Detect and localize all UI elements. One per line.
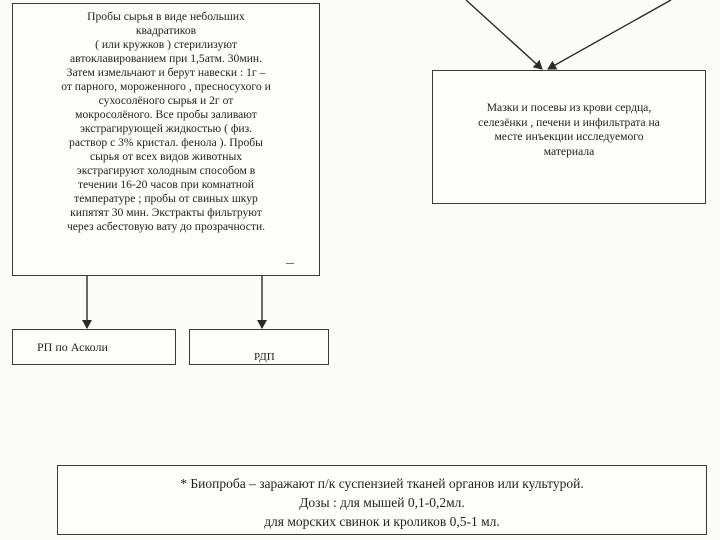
main-box-line: от парного, мороженного , пресносухого и xyxy=(61,80,271,93)
main-box-line: сухосолёного сырья и 2г от xyxy=(98,94,234,107)
main-box-line: ( или кружков ) стерилизуют xyxy=(95,38,237,51)
bioassay-line: для морских свинок и кроликов 0,5-1 мл. xyxy=(264,514,500,529)
smears-cultures-box xyxy=(432,70,706,204)
right-box-line: селезёнки , печени и инфильтрата на xyxy=(478,115,660,129)
main-box-line: квадратиков xyxy=(135,24,197,37)
sample-preparation-box xyxy=(12,3,320,276)
main-box-line: Пробы сырья в виде небольших xyxy=(87,10,245,23)
main-box-line: температуре ; пробы от свиных шкур xyxy=(74,192,258,205)
main-box-line: экстрагируют холодным способом в xyxy=(76,164,256,177)
main-box-line: раствор с 3% кристал. фенола ). Пробы xyxy=(69,136,263,149)
main-box-line: через асбестовую вату до прозрачности. xyxy=(66,220,266,233)
rp-ascoli-label: РП по Асколи xyxy=(37,340,108,354)
right-box-line: Мазки и посевы из крови сердца, xyxy=(486,101,652,114)
main-box-line: Затем измельчают и берут навески : 1г – xyxy=(66,66,266,79)
main-box-line: течении 16-20 часов при комнатной xyxy=(77,178,255,191)
main-box-line: кипятят 30 мин. Экстракты фильтруют xyxy=(70,206,262,219)
bioassay-line: * Биопроба – заражают п/к суспензией тканей органов или культурой. xyxy=(180,476,584,491)
arrow-top-right-diagonal xyxy=(548,0,671,69)
bioassay-box xyxy=(57,465,707,535)
rdp-box xyxy=(189,329,329,365)
main-box-line: автоклавированием при 1,5атм. 30мин. xyxy=(69,52,262,65)
scan-mark xyxy=(286,263,294,264)
right-box-line: месте инъекции исследуемого xyxy=(494,130,644,143)
arrow-top-left-diagonal xyxy=(466,0,542,69)
rp-ascoli-box xyxy=(12,329,176,365)
rdp-label: РДП xyxy=(254,351,275,363)
main-box-line: экстрагирующей жидкостью ( физ. xyxy=(79,122,253,135)
right-box-line: материала xyxy=(543,144,595,158)
main-box-line: мокросолёного. Все пробы заливают xyxy=(75,108,257,121)
main-box-line: сырья от всех видов животных xyxy=(89,150,243,163)
bioassay-line: Дозы : для мышей 0,1-0,2мл. xyxy=(299,495,465,510)
